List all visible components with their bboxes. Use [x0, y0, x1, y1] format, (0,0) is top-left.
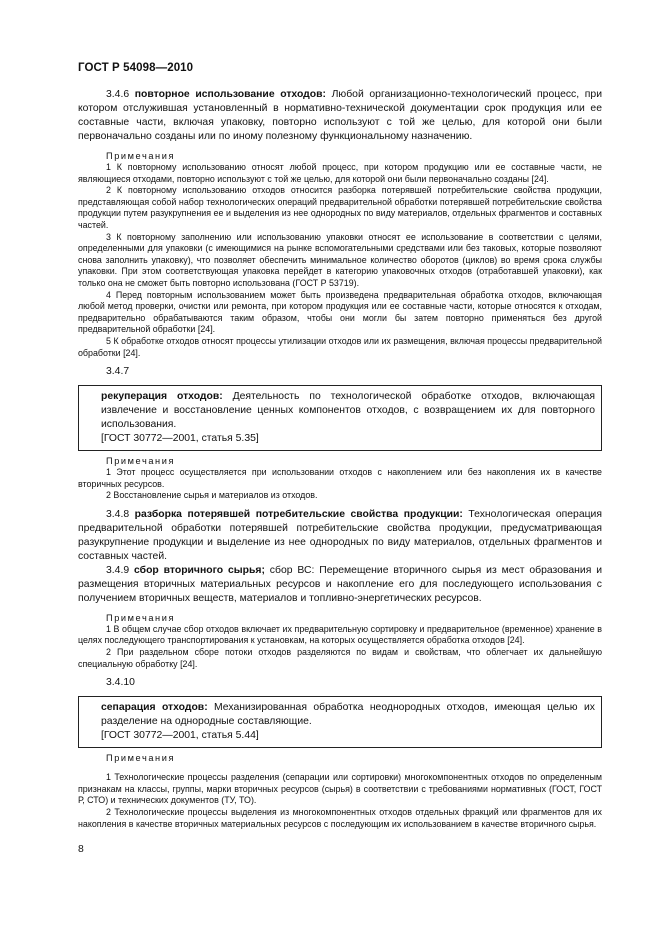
clause-3-4-10 [101, 701, 595, 729]
term: рекуперация отходов: [101, 391, 223, 403]
note-item: 1 Этот процесс осуществляется при использовании отходов с накоплением или без накопления их в качестве вторичных ресурсов. [78, 467, 602, 489]
definition: Технологическая операция предварительной обработки потерявшей потребительские свойства продукции, предусматривающая разукрупнение продукции и выделение из нее однородных по виду материалов, отдельных фрагментов и составных частей. [78, 508, 602, 562]
note-item: 2 Технологические процессы выделения из многокомпонентных отходов отдельных фракций или фрагментов для их накопления в качестве вторичных материальных ресурсов с последующим их использованием в качестве вторичного сырья. [78, 807, 602, 829]
term: повторное использование отходов: [134, 89, 326, 100]
clause-3-4-8 [78, 508, 602, 564]
note-item: 5 К обработке отходов относят процессы утилизации отходов или их размещения, включая процессы предварительной обработки [24]. [78, 335, 602, 358]
note-item: 1 К повторному использованию относят любой процесс, при котором продукцию или ее составные части, не являющиеся отходами, повторно используют с той же целью, для которой они были первоначально созданы [24]. [78, 162, 602, 184]
clause-number: 3.4.9 [106, 564, 130, 576]
page-content [78, 88, 602, 830]
note-item: 1 В общем случае сбор отходов включает их предварительную сортировку и предварительное (временное) хранение в целях последующего транспортирования к установкам, на которых осуществляется обработка отходов [24]. [78, 623, 602, 646]
clause-3-4-7 [101, 390, 595, 432]
document-header: ГОСТ Р 54098—2010 [78, 62, 194, 74]
term: сбор вторичного сырья; [134, 564, 265, 576]
term: разборка потерявшей потребительские свойства продукции: [134, 508, 463, 520]
notes-heading: Примечания [106, 753, 176, 764]
notes-heading: Примечания [106, 612, 176, 623]
definition-box-3-4-7 [78, 385, 602, 451]
note-item: 4 Перед повторным использованием может быть произведена предварительная обработка отходов, включающая любой метод проверки, очистки или ремонта, при котором продукция или ее составные части, которые относятся к отходам, предварительно обрабатываются таким образом, чтобы они могли бы затем повторно применяться без другой предварительной обработки [24]. [78, 289, 602, 335]
definition: сбор ВС: Перемещение вторичного сырья из мест образования и размещения вторичных материальных ресурсов и накопление его для последующего использования с получением вторичных веществ, материалов и топливно-энергетических ресурсов. [78, 564, 603, 604]
clause-number: 3.4.8 [106, 508, 130, 520]
clause-3-4-6 [78, 88, 602, 144]
clause-3-4-9 [78, 564, 602, 606]
clause-number-3-4-10: 3.4.10 [106, 677, 135, 689]
clause-number: 3.4.6 [106, 89, 130, 100]
note-item: 3 К повторному заполнению или использованию упаковки относят ее использование в соответствии с целями, определенными для упаковки (с имеющимися на рынке вспомогательными средствами или без таковых, которые позволяют снова заполнить упаковку), что позволяет обеспечить минимальное количество оборотов (циклов) во время срока службы упаковки. При этом соответствующая упаковка перейдет в категорию упаковочных отходов (отработавшей упаковки), как только она не сможет быть повторно использована (ГОСТ Р 53719). [78, 231, 602, 288]
definition-box-3-4-10 [78, 696, 602, 748]
notes-heading: Примечания [106, 151, 176, 161]
note-item: 1 Технологические процессы разделения (сепарации или сортировки) многокомпонентных отходов по определенным признакам на классы, группы, марки вторичных ресурсов (сырья) в соответствии с требованиями нормативных (ГОСТ, ГОСТ Р, СТО) и технических документов (ТУ, ТО). [78, 772, 602, 806]
note-item: 2 При раздельном сборе потоки отходов разделяются по видам и свойствам, что облегчает их дальнейшую специальную обработку [24]. [78, 647, 602, 669]
definition: Любой организационно-технологический процесс, при котором отслужившая установленный в нормативно-технической документации срок продукция или ее составные части, включая упаковку, повторно используют с той же целью, для которой они были первоначально созданы или по иному полезному функциональному назначению. [78, 89, 602, 142]
note-item: 2 Восстановление сырья и материалов из отходов. [106, 490, 318, 501]
reference: [ГОСТ 30772—2001, статья 5.35] [101, 433, 259, 445]
page-number: 8 [78, 844, 84, 855]
definition: Механизированная обработка неоднородных отходов, имеющая целью их разделение на однородные составляющие. [101, 702, 595, 728]
notes-heading: Примечания [106, 456, 176, 467]
reference: [ГОСТ 30772—2001, статья 5.44] [101, 730, 259, 742]
clause-number-3-4-7: 3.4.7 [106, 366, 130, 378]
definition: Деятельность по технологической обработке отходов, включающая извлечение и восстановление ценных компонентов отходов, с возвращением их для повторного использования. [101, 391, 595, 431]
term: сепарация отходов: [101, 702, 208, 714]
note-item: 2 К повторному использованию отходов относится разборка потерявшей потребительские свойства продукции, представляющая собой набор технологических операций предварительной обработки потерявшей потребительские свойства продукции путем разукрупнения ее и выделения из нее однородных по виду материалов, отдельных фрагментов и составных частей. [78, 185, 602, 230]
